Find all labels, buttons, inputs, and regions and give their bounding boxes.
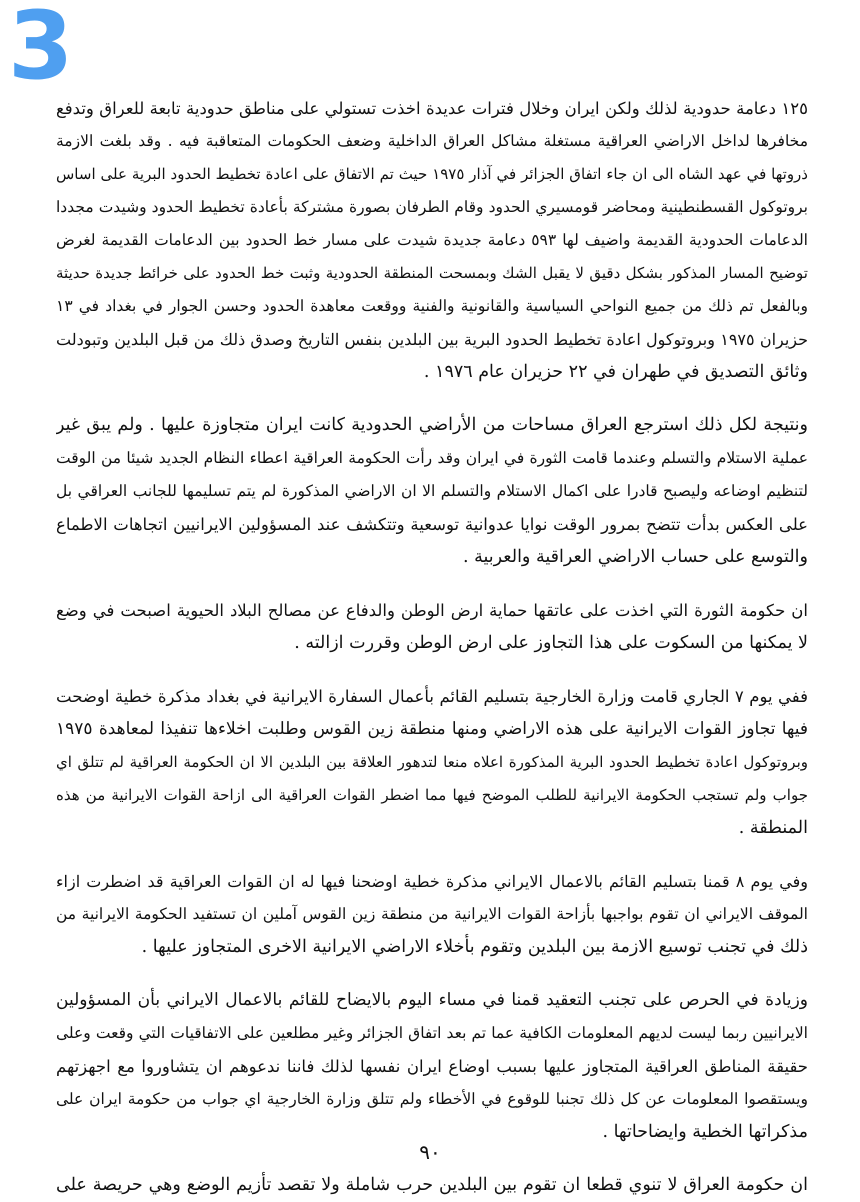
body-line: وبالفعل تم ذلك من جميع النواحي السياسية والقانونية والفنية ووقعت معاهدة الحدود وحسن الجوار في بغداد في ١٣ [56, 297, 808, 315]
body-line: ان حكومة الثورة التي اخذت على عاتقها حماية ارض الوطن والدفاع عن مصالح البلاد الحيوية اصبحت في وضع [56, 601, 808, 620]
body-line: وبروتوكول اعادة تخطيط الحدود البرية المذكورة اعلاه منعا لتدهور العلاقة بين البلدين الا ان الحكومة العراقية لم تتلق اي [56, 753, 808, 771]
body-line: عملية الاستلام والتسلم وعندما قامت الثورة في ايران وقد رأت الحكومة العراقية اعطاء النظام الجديد شيئا من الوقت [56, 449, 808, 467]
body-line: حزيران ١٩٧٥ وبروتوكول اعادة تخطيط الحدود البرية بين البلدين بنفس التاريخ وصدق ذلك من قبل البلدين وتبودلت [56, 330, 808, 349]
body-line: ١٢٥ دعامة حدودية لذلك ولكن ايران وخلال فترات عديدة اخذت تستولي على مناطق حدودية تابعة للعراق وتدفع [56, 99, 808, 118]
body-line: ذروتها في عهد الشاه الى ان جاء اتفاق الجزائر في آذار ١٩٧٥ حيث تم الاتفاق على اعادة تخطيط الحدود البرية على اساس [56, 165, 808, 183]
body-line: الايرانيين ربما ليست لديهم المعلومات الكافية عما تم بعد اتفاق الجزائر وغير مطلعين على الاتفاقيات التي وقعت وعلى [56, 1024, 808, 1042]
body-line: ذلك في تجنب توسيع الازمة بين البلدين وتقوم بأخلاء الاراضي الايرانية الاخرى المتجاوز عليها . [141, 937, 808, 957]
body-line: مخافرها لداخل الاراضي العراقية مستغلة مشاكل العراق الداخلية وضعف الحكومات المتعاقبة فيه . وقد بلغت الازمة [56, 132, 808, 150]
body-line: المنطقة . [738, 818, 808, 838]
body-line: فيها تجاوز القوات الايرانية على هذه الاراضي ومنها منطقة زين القوس وطلبت اخلاءها تنفيذا لمعاهدة ١٩٧٥ [56, 719, 808, 739]
body-line: وزيادة في الحرص على تجنب التعقيد قمنا في مساء اليوم بالايضاح للقائم بالاعمال الايراني بأن المسؤولين [56, 990, 808, 1010]
page-marker-number: 3 [8, 0, 74, 101]
footer-page-number: ٩٠ [419, 1140, 441, 1164]
body-line: الدعامات الحدودية القديمة واضيف لها ٥٩٣ دعامة جديدة شيدت على مسار خط الحدود بين الدعامات القديمة لغرض [56, 231, 808, 249]
body-line: بروتوكول القسطنطينية ومحاضر قومسيري الحدود وقام الطرفان بصورة مشتركة بأعادة تخطيط الحدود وشيدت مجددا [56, 198, 808, 216]
body-line: مذكراتها الخطية وايضاحاتها . [602, 1122, 808, 1142]
body-line: على العكس بدأت تتضح بمرور الوقت نوايا عدوانية توسعية وتتكشف عند المسؤولين الايرانيين اتجاهات الاطماع [56, 515, 808, 534]
body-line: حقيقة المناطق العراقية المتجاوز عليها بسبب اوضاع ايران نفسها لذلك فاننا ندعوهم ان يتشاوروا مع اجهزتهم [56, 1057, 808, 1076]
body-line: وثائق التصديق في طهران في ٢٢ حزيران عام ١٩٧٦ . [423, 362, 808, 382]
body-line: وفي يوم ٨ قمنا بتسليم القائم بالاعمال الايراني مذكرة خطية اوضحنا فيها له ان القوات العراقية قد اضطرت ازاء [56, 872, 808, 891]
body-line: جواب ولم تستجب الحكومة الايرانية للطلب الموضح فيها مما اضطر القوات العراقية الى ازاحة القوات الايرانية من هذه [56, 786, 808, 804]
body-line: والتوسع على حساب الاراضي العراقية والعربية . [462, 547, 808, 567]
body-line: ان حكومة العراق لا تنوي قطعا ان تقوم بين البلدين حرب شاملة ولا تقصد تأزيم الوضع وهي حريصة على [56, 1175, 808, 1195]
body-line: ونتيجة لكل ذلك استرجع العراق مساحات من الأراضي الحدودية كانت ايران متجاوزة عليها . ولم يبق غير [56, 415, 808, 435]
body-line: توضيح المسار المذكور بشكل دقيق لا يقبل الشك وبمسحت المنطقة الحدودية وثبت خط الحدود على خرائط جديدة حديثة [56, 264, 808, 282]
body-line: لتنظيم اوضاعه وليصبح قادرا على اكمال الاستلام والتسلم الا ان الاراضي المذكورة لم يتم تسليمها للجانب العراقي بل [56, 482, 808, 500]
document-body [56, 92, 808, 1202]
body-line: ويستقصوا المعلومات عن كل ذلك تجنبا للوقوع في الأخطاء ولم تتلق وزارة الخارجية اي جواب من حكومة ايران على [56, 1090, 808, 1108]
body-line: الموقف الايراني ان تقوم بواجبها بأزاحة القوات الايرانية من منطقة زين القوس آملين ان تستفيد الحكومة الايرانية من [56, 905, 808, 923]
body-line: لا يمكنها من السكوت على هذا التجاوز على ارض الوطن وقررت ازالته . [294, 633, 808, 653]
body-line: ففي يوم ٧ الجاري قامت وزارة الخارجية بتسليم القائم بأعمال السفارة الايرانية في بغداد مذكرة خطية اوضحت [56, 687, 808, 706]
